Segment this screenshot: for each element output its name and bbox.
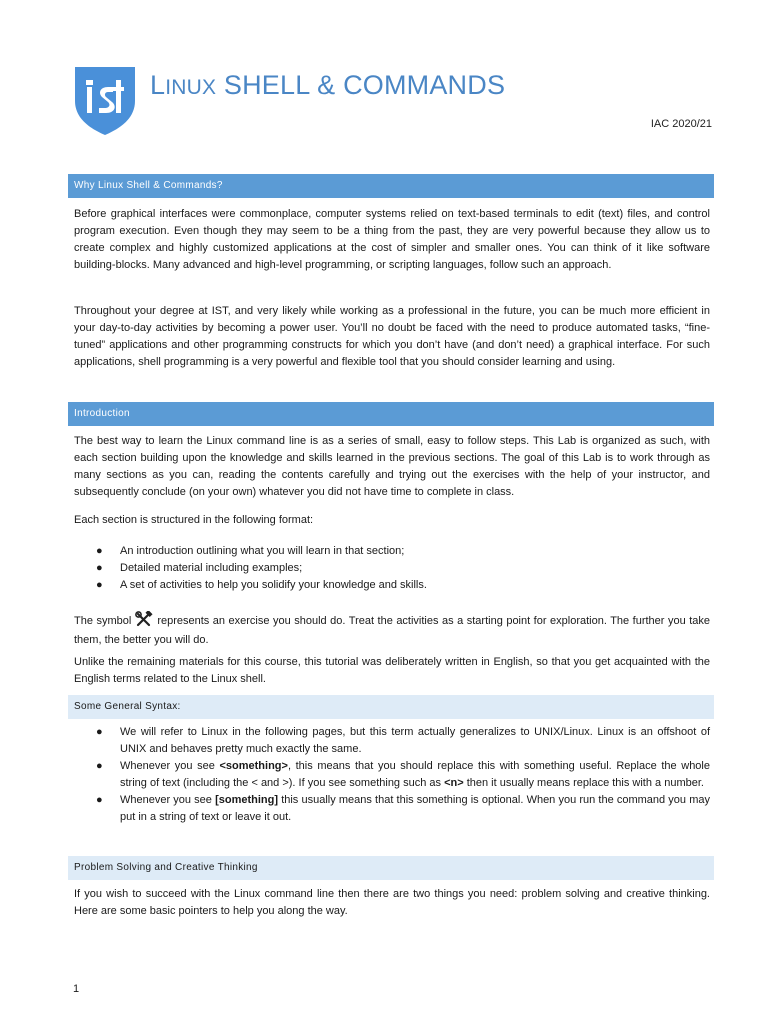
paragraph-symbol: The symbol represents an exercise you should do. Treat the activities as a starting point for exploration. The further you take them, the better you will do. xyxy=(74,611,710,650)
paragraph-why-2: Throughout your degree at IST, and very likely while working as a professional in the future, you can be much more efficient in your day-to-day activities by becoming a power user. You’ll no doubt be faced with the need to produce automated tasks, “fine-tuned” applications and other programming constructs for which you don’t have (and don’t need) a graphical interface. For such applications, shell programming is a very powerful and flexible tool that you should consider learning and using. xyxy=(74,305,710,368)
list-item: ● Whenever you see [something] this usually means that this something is optional. When you run the command you may put in a string of text or leave it out. xyxy=(96,794,710,823)
syntax-bullet-list xyxy=(74,724,710,826)
list-item: ● Detailed material including examples; xyxy=(96,562,303,574)
paragraph-intro-4: Unlike the remaining materials for this course, this tutorial was deliberately written in English, so that you get acquainted with the English terms related to the Linux shell. xyxy=(74,656,710,685)
list-item: ● Whenever you see <something>, this means that you should replace this with something useful. Replace the whole string of text (including the < and >). If you see something such as <n> then it usually means replace this with a number. xyxy=(96,760,710,789)
document-title: LINUX SHELL & COMMANDS xyxy=(150,70,506,100)
tools-icon xyxy=(135,611,153,627)
paragraph-intro-2: Each section is structured in the following format: xyxy=(74,514,314,526)
paragraph-intro-1: The best way to learn the Linux command line is as a series of small, easy to follow steps. This Lab is organized as such, with each section building upon the knowledge and skills learned in the previous sections. The goal of this Lab is to work through as many sections as you can, reading the contents carefully and trying out the exercises with the help of your instructor, and subsequently conclude (on your own) whatever you did not have time to complete in class. xyxy=(74,435,710,498)
section-heading-introduction: Introduction xyxy=(68,402,714,426)
paragraph-why-1: Before graphical interfaces were commonplace, computer systems relied on text-based terminals to edit (text) files, and control program execution. Even though they may seem to be a thing from the past, they are very powerful because they allow us to create complex and highly customized applications at the cost of simpler and smaller ones. You can think of it like software building-blocks. Many advanced and high-level programming, or scripting languages, follow such an approach. xyxy=(74,208,710,271)
section-heading-problem-solving: Problem Solving and Creative Thinking xyxy=(68,856,714,880)
section-heading-why: Why Linux Shell & Commands? xyxy=(68,174,714,198)
page-number: 1 xyxy=(73,983,80,995)
ist-shield-icon xyxy=(75,67,135,135)
paragraph-problem-1: If you wish to succeed with the Linux command line then there are two things you need: problem solving and creative thinking. Here are some basic pointers to help you along the way. xyxy=(74,888,710,917)
ist-logo xyxy=(75,67,135,135)
course-label: IAC 2020/21 xyxy=(650,118,712,130)
list-item: ● We will refer to Linux in the following pages, but this term actually generalizes to UNIX/Linux. Linux is an offshoot of UNIX and behaves pretty much exactly the same. xyxy=(96,726,710,755)
list-item: ● A set of activities to help you solidify your knowledge and skills. xyxy=(96,579,427,591)
list-item: ● An introduction outlining what you will learn in that section; xyxy=(96,545,405,557)
intro-bullet-list xyxy=(74,543,710,594)
section-heading-syntax: Some General Syntax: xyxy=(68,695,714,719)
